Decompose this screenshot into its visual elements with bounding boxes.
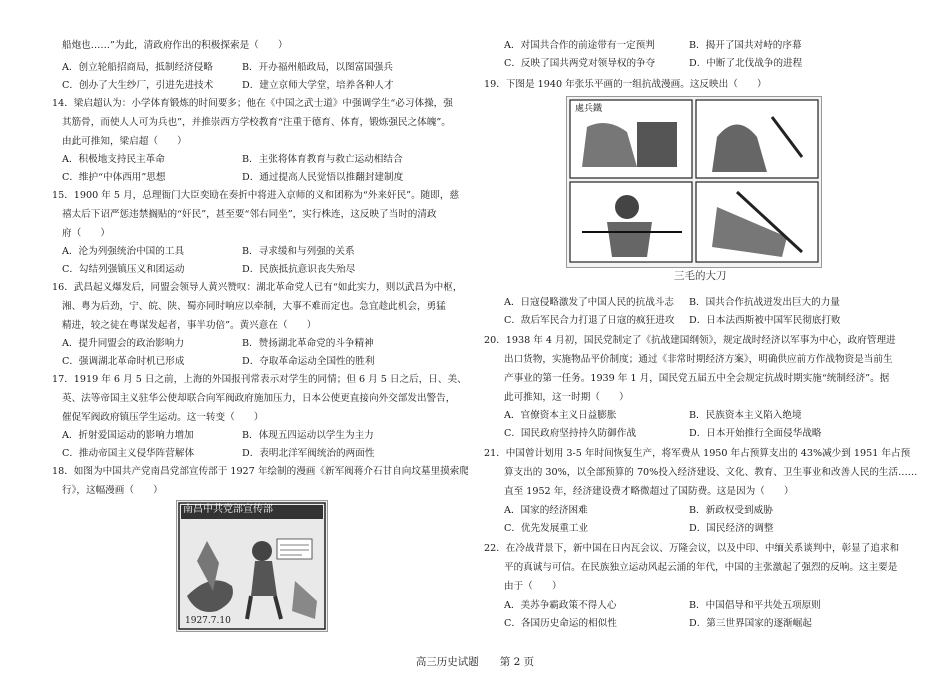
q14-option-a: A．积极地支持民主革命 xyxy=(62,154,165,165)
q16-option-c: C．强调湖北革命时机已形成 xyxy=(62,356,185,367)
q16-option-a: A．提升同盟会的政治影响力 xyxy=(62,338,185,349)
q16-option-b: B．赞扬湖北革命党的斗争精神 xyxy=(242,338,374,349)
q16-stem-line3: 精进，较之徒在粤谋发起者，事半功倍”。黄兴意在（ ） xyxy=(62,320,317,331)
q14-stem-line1: 14．梁启超认为：小学体育锻炼的时间要多；他在《中国之武士道》中强调学生“必习体操，强 xyxy=(52,98,453,109)
q18-option-c: C．反映了国共两党对领导权的争夺 xyxy=(504,58,656,69)
q19-option-c: C．敌后军民合力打退了日寇的疯狂进攻 xyxy=(504,315,675,326)
q20-option-d: D．日本开始推行全面侵华战略 xyxy=(689,428,822,439)
q18-stem-line1: 18．如图为中国共产党南昌党部宣传部于 1927 年绘制的漫画《新军阀蒋介石甘自向坟墓里摸索爬 xyxy=(52,466,469,477)
q15-stem-line2: 禧太后下诏严惩违禁搁贴的“奸民”，甚至要“邻右同坐”，实行株连，这反映了当时的清政 xyxy=(62,209,437,220)
q22-stem-line1: 22．在冷战背景下，新中国在日内瓦会议、万隆会议，以及中印、中缅关系谈判中，彰显了追求和 xyxy=(484,543,900,554)
q16-option-d: D．夺取革命运动全国性的胜利 xyxy=(242,356,375,367)
q19-option-a: A．日寇侵略激发了中国人民的抗战斗志 xyxy=(504,297,675,308)
q17-stem-line3: 催促军阀政府镇压学生运动。这一转变（ ） xyxy=(62,412,264,423)
sanmao-comic xyxy=(566,96,822,268)
q15-stem-line1: 15．1900 年 5 月，总理衙门大臣奕劻在奏折中将进入京师的义和团称为“外来奸民”。随即，慈 xyxy=(52,190,460,201)
q21-stem-line2: 算支出的 30%，以全部预算的 70%投入经济建设、文化、教育、卫生事业和改善人民的生活…… xyxy=(504,467,918,478)
q15-option-c: C．勾结列强镇压义和团运动 xyxy=(62,264,185,275)
q18-option-d: D．中断了北伐战争的进程 xyxy=(689,58,803,69)
q14-stem-line3: 由此可推知，梁启超（ ） xyxy=(62,136,187,147)
q18-option-a: A．对国共合作的前途带有一定预判 xyxy=(504,40,655,51)
q20-option-b: B．民族资本主义陷入绝境 xyxy=(689,410,802,421)
q16-stem-line2: 湘、粤为后劲，宁、皖、陕、蜀亦同时响应以牵制，大事不难而定也。急宜趁此机会，勇猛 xyxy=(62,301,446,312)
q15-option-a: A．沦为列强统治中国的工具 xyxy=(62,246,185,257)
q13-option-c: C．创办了大生纱厂，引进先进技术 xyxy=(62,80,214,91)
q13-option-d: D．建立京师大学堂，培养各种人才 xyxy=(242,80,394,91)
q13-option-a: A．创立轮船招商局，抵制经济侵略 xyxy=(62,62,213,73)
q15-option-b: B．寻求缓和与列强的关系 xyxy=(242,246,355,257)
page-footer: 高三历史试题 第 2 页 xyxy=(415,656,535,668)
q17-stem-line1: 17．1919 年 6 月 5 日之前，上海的外国报刊常表示对学生的同情；但 6 月 5 日之后，日、美、 xyxy=(52,374,467,385)
q17-option-c: C．推动帝国主义侵华阵营解体 xyxy=(62,448,195,459)
comic-panel-label: 處兵鐵 xyxy=(575,104,603,114)
q22-option-a: A．美苏争霸政策不得人心 xyxy=(504,600,617,611)
q20-stem-line2: 出口货物，实施物品平价制度；通过《非常时期经济方案》，明确供应前方作战物资是当前生 xyxy=(504,354,893,365)
q17-stem-line2: 英、法等帝国主义驻华公使却联合向军阀政府施加压力，日本公使更直接向外交部发出警告， xyxy=(62,393,456,404)
nanchang-cartoon-drawing xyxy=(177,501,327,631)
cartoon-date: 1927.7.10 xyxy=(185,616,231,626)
q17-option-b: B．体现五四运动以学生为主力 xyxy=(242,430,374,441)
comic-title: 三毛的大刀 xyxy=(674,270,727,282)
q15-stem-line3: 府（ ） xyxy=(62,228,110,239)
q21-option-d: D．国民经济的调整 xyxy=(689,523,774,534)
q16-stem-line1: 16．武昌起义爆发后，同盟会领导人黄兴赞叹：湖北革命党人已有“如此实力，则以武昌为中枢， xyxy=(52,282,463,293)
q21-option-a: A．国家的经济困难 xyxy=(504,505,588,516)
q20-option-c: C．国民政府坚持持久防御作战 xyxy=(504,428,637,439)
q21-stem-line1: 21．中国曾计划用 3-5 年时间恢复生产，将军费从 1950 年占预算支出的 43%减少到 1951 年占预 xyxy=(484,448,911,459)
q20-stem-line1: 20．1938 年 4 月初，国民党制定了《抗战建国纲领》，规定战时经济以军事为中心，政府管理进 xyxy=(484,335,896,346)
q14-stem-line2: 其筋骨，而使人人可为兵也”，并推崇西方学校教育“注重于德育、体育，锻炼强民之体魄”。 xyxy=(62,117,451,128)
q20-stem-line3: 产事业的第一任务。1939 年 1 月，国民党五届五中全会规定抗战时期实施“统制经济”。据 xyxy=(504,373,890,384)
q19-option-b: B．国共合作抗战迸发出巨大的力量 xyxy=(689,297,840,308)
q14-option-d: D．通过提高人民觉悟以推翻封建制度 xyxy=(242,172,404,183)
sanmao-comic-panels xyxy=(567,97,821,267)
q15-option-d: D．民族抵抗意识丧失殆尽 xyxy=(242,264,356,275)
q22-option-c: C．各国历史命运的相似性 xyxy=(504,618,617,629)
q22-stem-line3: 由于（ ） xyxy=(504,581,562,592)
q21-stem-line3: 直至 1952 年，经济建设费才略微超过了国防费。这是因为（ ） xyxy=(504,486,794,497)
q17-option-a: A．折射爱国运动的影响力增加 xyxy=(62,430,194,441)
q14-option-b: B．主张将体育教育与救亡运动相结合 xyxy=(242,154,403,165)
q18-option-b: B．揭开了国共对峙的序幕 xyxy=(689,40,802,51)
cartoon-caption: 南昌中共党部宣传部 xyxy=(183,504,273,515)
q21-option-b: B．新政权受到威胁 xyxy=(689,505,773,516)
q14-option-c: C．维护“中体西用”思想 xyxy=(62,172,166,183)
q17-option-d: D．表明北洋军阀统治的两面性 xyxy=(242,448,375,459)
q22-option-b: B．中国倡导和平共处五项原则 xyxy=(689,600,821,611)
q13-stem-tail: 船炮也……”为此，清政府作出的积极探索是（ ） xyxy=(62,40,288,51)
q19-option-d: D．日本法西斯被中国军民彻底打败 xyxy=(689,315,841,326)
q20-stem-line4: 此可推知，这一时期（ ） xyxy=(504,392,629,403)
q22-stem-line2: 平的真诚与可信。在民族独立运动风起云涌的年代，中国的主张激起了强烈的反响。这主要是 xyxy=(504,562,898,573)
q18-stem-line2: 行》，这幅漫画（ ） xyxy=(62,485,163,496)
q13-option-b: B．开办福州船政局，以图富国强兵 xyxy=(242,62,393,73)
q22-option-d: D．第三世界国家的逐渐崛起 xyxy=(689,618,812,629)
q20-option-a: A．官僚资本主义日益膨胀 xyxy=(504,410,617,421)
nanchang-cartoon xyxy=(176,500,328,632)
q19-stem: 19．下图是 1940 年张乐平画的一组抗战漫画。这反映出（ ） xyxy=(484,79,767,90)
q21-option-c: C．优先发展重工业 xyxy=(504,523,589,534)
